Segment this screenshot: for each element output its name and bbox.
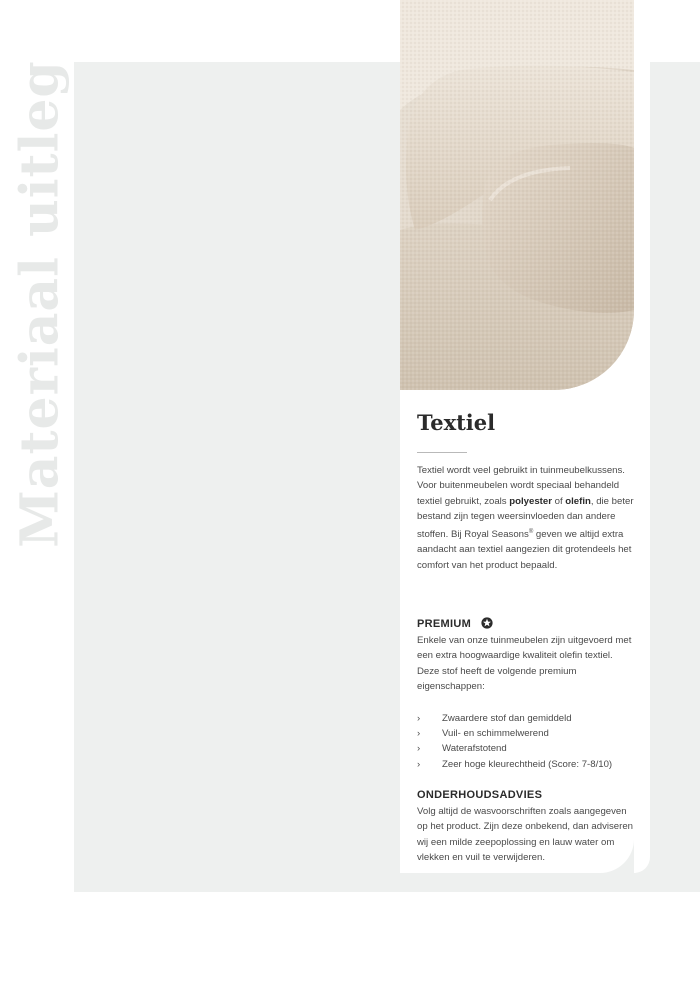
premium-heading bbox=[417, 617, 493, 630]
list-item-label: Zeer hoge kleurechtheid (Score: 7-8/10) bbox=[442, 758, 613, 770]
list-item bbox=[417, 741, 637, 756]
intro-text-4: geven we altijd extra aandacht aan textiel aangezien dit grotendeels het comfort van het product bepaald. bbox=[417, 528, 632, 571]
intro-bold-olefin: olefin bbox=[565, 495, 591, 507]
list-item-label: Zwaardere stof dan gemiddeld bbox=[442, 713, 572, 724]
textile-cushion-photo bbox=[400, 0, 634, 390]
list-item-label: Waterafstotend bbox=[442, 743, 507, 755]
intro-paragraph bbox=[417, 463, 635, 573]
side-title: Materiaal uitleg bbox=[9, 60, 71, 548]
list-item bbox=[417, 757, 637, 772]
premium-title: PREMIUM bbox=[417, 618, 472, 630]
premium-paragraph: Enkele van onze tuinmeubelen zijn uitgevoerd met een extra hoogwaardige kwaliteit olefin textiel. Deze stof heeft de volgende premium eigenschappen: bbox=[417, 635, 632, 693]
care-heading: ONDERHOUDSADVIES bbox=[417, 789, 543, 801]
section-title: Textiel bbox=[417, 410, 496, 435]
care-paragraph: Volg altijd de wasvoorschriften zoals aangegeven op het product. Zijn deze onbekend, dan adviseren wij een milde zeepoplossing en lauw water om vlekken en vuil te verwijderen. bbox=[417, 806, 634, 864]
intro-bold-polyester: polyester bbox=[509, 495, 552, 507]
chevron-right-icon: › bbox=[417, 728, 421, 740]
side-title-column bbox=[0, 0, 74, 989]
intro-text-1: Textiel wordt veel gebruikt in tuinmeubelkussens. Voor buitenmeubelen wordt speciaal behandeld textiel gebruikt, zoals bbox=[417, 465, 625, 507]
title-divider bbox=[417, 452, 467, 453]
cushion-illustration bbox=[400, 0, 634, 390]
chevron-right-icon: › bbox=[417, 713, 421, 724]
chevron-right-icon: › bbox=[417, 743, 421, 755]
intro-text-3: , die beter bestand zijn tegen weersinvloeden dan andere stoffen. Bij Royal Seasons bbox=[417, 495, 634, 540]
star-badge-icon bbox=[481, 617, 493, 629]
premium-feature-list bbox=[417, 711, 637, 772]
registered-mark: ® bbox=[528, 528, 534, 535]
list-item bbox=[417, 726, 637, 741]
list-item-label: Vuil- en schimmelwerend bbox=[442, 728, 549, 740]
chevron-right-icon: › bbox=[417, 758, 421, 770]
intro-text-2: of bbox=[551, 495, 566, 507]
list-item bbox=[417, 711, 637, 726]
